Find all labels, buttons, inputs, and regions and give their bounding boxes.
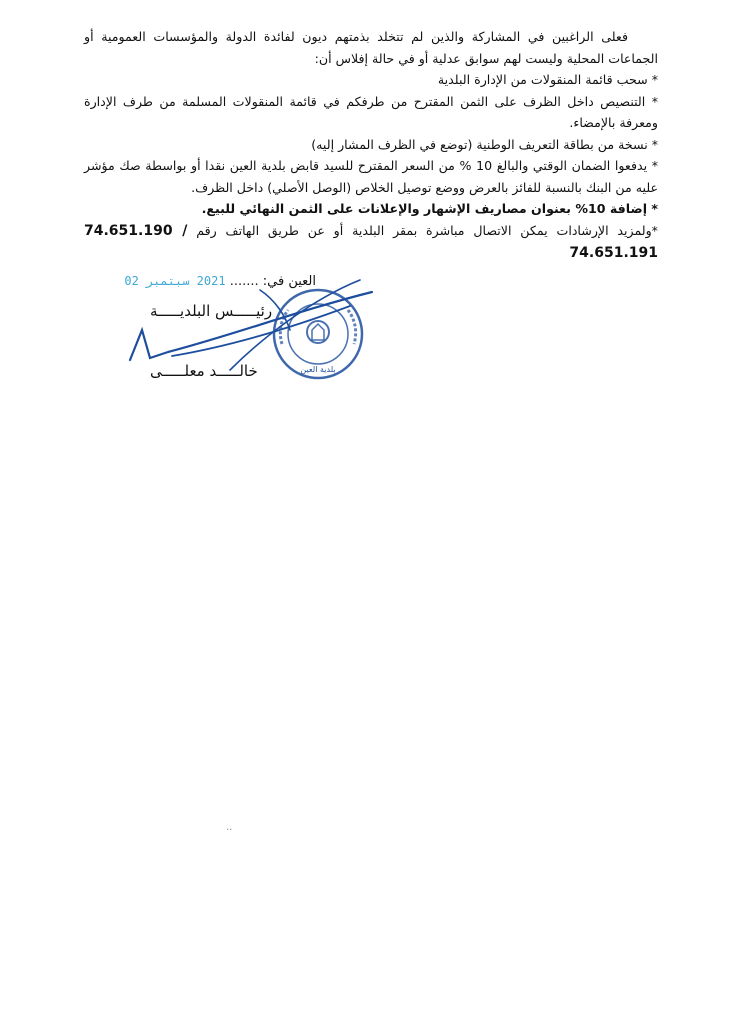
contact-line	[84, 220, 658, 265]
seal-text: بلدية العين	[300, 365, 336, 374]
conditions-text	[84, 26, 658, 265]
signatory-title: رئيـــــس البلديـــــة	[150, 302, 273, 320]
signatory-name: خالـــــد معلـــــى	[150, 362, 258, 380]
date-dots: .......	[229, 274, 259, 289]
condition-item: * إضافة 10% بعنوان مصاريف الإشهار والإعلانات على الثمن النهائي للبيع.	[201, 201, 658, 216]
condition-item: * التنصيص داخل الظرف على الثمن المقترح من طرفكم في قائمة المنقولات المسلمة من طرف الإدارة ومعرفة بالإمضاء.	[84, 93, 658, 130]
condition-item: * يدفعوا الضمان الوقتي والبالغ 10 % من السعر المقترح للسيد قابض بلدية العين نقدا أو بواسطة صك مؤشر عليه من البنك بالنسبة للفائز بالعرض ووضع توصيل الخلاص (الوصل الأصلي) داخل الظرف.	[84, 158, 658, 195]
condition-item: * سحب قائمة المنقولات من الإدارة البلدية	[437, 72, 658, 87]
phone-numbers: 74.651.190 / 74.651.191	[84, 222, 658, 261]
date-stamp: 2021 سبتمبر 02	[124, 274, 226, 288]
handwritten-signature	[110, 270, 390, 390]
condition-item: * نسخة من بطاقة التعريف الوطنية (توضع في الظرف المشار إليه)	[311, 136, 658, 152]
contact-text: *ولمزيد الإرشادات يمكن الاتصال مباشرة بمقر البلدية أو عن طريق الهاتف رقم	[196, 222, 658, 238]
place-date-label: العين في:	[262, 274, 316, 289]
intro-paragraph: فعلى الراغبين في المشاركة والذين لم تتخلد بذمتهم ديون لفائدة الدولة والمؤسسات العمومية أو الجماعات المحلية وليست لهم سوابق عدلية أو في حالة إفلاس أن:	[84, 29, 658, 66]
scan-speck: ..	[226, 822, 233, 833]
